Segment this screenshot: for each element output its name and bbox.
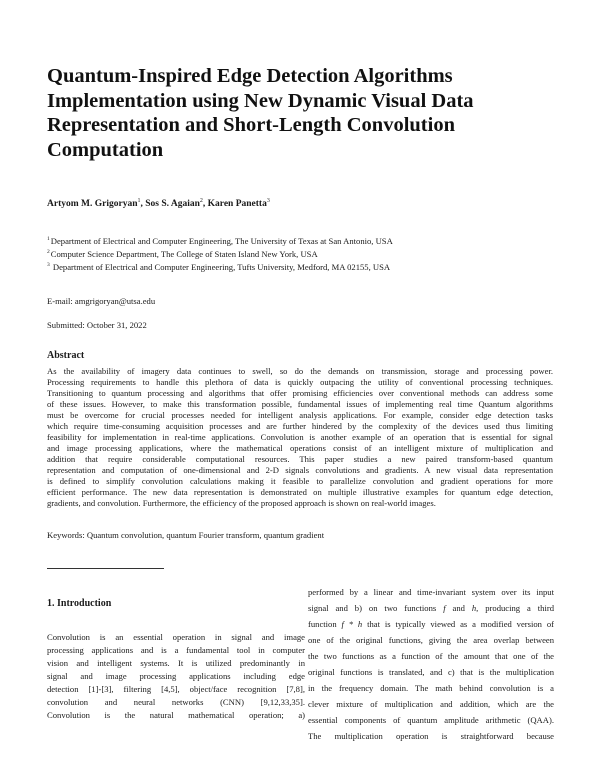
author-mark: 1 xyxy=(137,197,141,204)
math-variable-h: h xyxy=(471,603,477,613)
affiliation xyxy=(47,249,318,259)
text-run: that is typically viewed as a modified version of xyxy=(362,619,554,629)
body-line xyxy=(308,619,554,629)
abstract-line: must be overcome for crucial processes needed for intelligent analysis applications. For example, consider edge detection tasks xyxy=(47,410,553,420)
body-line: signal and image processing applications including edge xyxy=(47,671,305,681)
body-line: Convolution is the natural mathematical operation; a) xyxy=(47,710,305,720)
abstract-heading: Abstract xyxy=(47,350,85,361)
keywords: Keywords: Quantum convolution, quantum Fourier transform, quantum gradient xyxy=(47,530,325,540)
abstract-line: Transitioning to quantum processing and algorithms that offer promising efficiencies over conventional methods can address some xyxy=(47,388,553,398)
title-line: Implementation using New Dynamic Visual Data xyxy=(47,89,474,112)
section-heading: 1. Introduction xyxy=(47,598,112,609)
affiliation-text: Department of Electrical and Computer Engineering, The University of Texas at San Antonio, USA xyxy=(50,236,393,246)
text-run: , producing a third xyxy=(476,603,555,613)
author-mark: 2 xyxy=(199,197,203,204)
math-convolution-expression: f * h xyxy=(341,619,363,629)
affiliation xyxy=(47,236,393,246)
body-line: original functions is translated, and c) that is the multiplication xyxy=(308,667,554,677)
affiliation-mark: 1 xyxy=(47,236,50,243)
text-run: function xyxy=(308,619,342,629)
affiliation-text: Computer Science Department, The College of Staten Island New York, USA xyxy=(50,249,318,259)
abstract-line: is defined to simplify convolution calculations making it feasible to parallelize convolution and gradient operations for more xyxy=(47,476,553,486)
abstract-line: gradients, and convolution. Furthermore, the efficiency of the proposed approach is shown on real-world images. xyxy=(47,498,436,508)
body-line: one of the original functions, giving the area overlap between xyxy=(308,635,554,645)
author-name: Artyom M. Grigoryan xyxy=(47,199,138,209)
contact-email: E-mail: amgrigoryan@utsa.edu xyxy=(47,296,156,306)
paper-title xyxy=(47,64,567,162)
body-line: convolution and neural networks (CNN) [9,12,33,35]. xyxy=(47,697,305,707)
text-run: and xyxy=(445,603,472,613)
title-line: Computation xyxy=(47,138,164,161)
body-line: the two functions as a function of the amount that one of the xyxy=(308,651,554,661)
abstract-line: and image processing applications, where the mathematical operations consist of an intelligent mixture of multiplication and xyxy=(47,443,553,453)
abstract-line: feasibility for implementation in real-time applications. Convolution is another example of an operation that is essential for signal xyxy=(47,432,553,442)
affiliation-text: Department of Electrical and Computer Engineering, Tufts University, Medford, MA 02155, USA xyxy=(52,262,391,272)
body-line: clever mixture of multiplication and addition, which are the xyxy=(308,699,554,709)
abstract-line: which require time-consuming acquisition processes and are further hindered by the complexity of the devices used thus limiting xyxy=(47,421,553,431)
math-variable-f: f xyxy=(443,603,446,613)
body-line xyxy=(308,603,554,613)
title-line: Quantum-Inspired Edge Detection Algorithms xyxy=(47,65,453,87)
affiliation-mark: 3 xyxy=(47,262,50,269)
author-list: Artyom M. Grigoryan$^1$, Sos S. Agaian$^2$, Karen Panetta$^3$ xyxy=(47,197,270,209)
title-line: Representation and Short-Length Convolution xyxy=(47,114,455,136)
body-line: performed by a linear and time-invariant system over its input xyxy=(308,587,554,597)
author-mark: 3 xyxy=(266,197,270,204)
abstract-line: efficient performance. The new data representation is demonstrated on multiple illustrative examples for quantum edge detection, xyxy=(47,487,553,497)
author-name: Sos S. Agaian xyxy=(145,199,200,209)
body-line: vision and intelligent systems. It is utilized predominantly in xyxy=(47,658,305,668)
abstract-line: of these issues. However, to make this transformation possible, fundamental issues of implementing real time Quantum algorithms xyxy=(47,399,553,409)
abstract-line: addition that require considerable computational resources. This paper studies a new paired transform-based quantum xyxy=(47,454,553,464)
body-line: essential components of quantum amplitude arithmetic (QAA). xyxy=(308,715,554,725)
author-name: Karen Panetta xyxy=(207,199,267,209)
abstract-line: Processing requirements to handle this plethora of data is quickly outpacing the utility of conventional processing techniques. xyxy=(47,377,553,387)
body-line: The multiplication operation is straightforward because xyxy=(308,731,554,741)
body-line: processing applications and is a fundamental tool in computer xyxy=(47,645,305,655)
text-run: signal and b) on two functions xyxy=(308,603,444,613)
submission-date: Submitted: October 31, 2022 xyxy=(47,320,147,330)
abstract-line: As the availability of imagery data continues to swell, so do the demands on transmission, storage and processing power. xyxy=(47,366,553,376)
body-line: in the frequency domain. The math behind convolution is a xyxy=(308,683,554,693)
affiliation xyxy=(47,262,390,272)
body-line: Convolution is an essential operation in signal and image xyxy=(47,632,305,642)
section-divider xyxy=(47,568,164,569)
affiliation-mark: 2 xyxy=(47,249,50,256)
abstract-line: representation and computation of one-dimensional and 2-D signals convolutions and gradients. A new visual data representation xyxy=(47,465,553,475)
body-line: detection [1]-[3], filtering [4,5], object/face recognition [7,8], xyxy=(47,684,305,694)
